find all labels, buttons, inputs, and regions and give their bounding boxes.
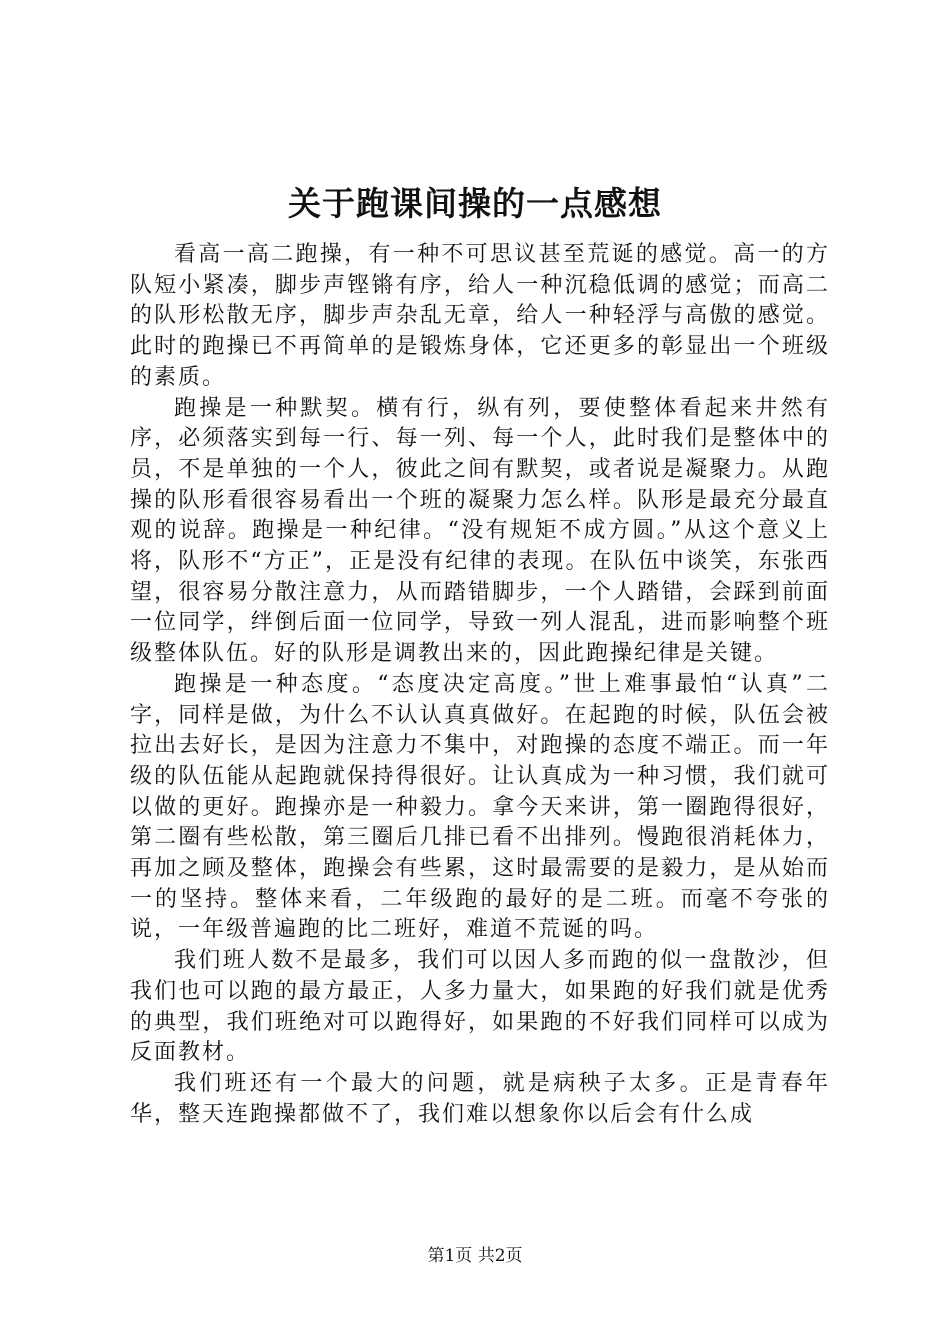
paragraph-5: 我们班还有一个最大的问题，就是病秧子太多。正是青春年华，整天连跑操都做不了，我们难以想象你以后会有什么成 xyxy=(130,1070,830,1127)
paragraph-2: 跑操是一种默契。横有行，纵有列，要使整体看起来井然有序，必须落实到每一行、每一列、每一个人，此时我们是整体中的员，不是单独的一个人，彼此之间有默契，或者说是凝聚力。从跑操的队形看很容易看出一个班的凝聚力怎么样。队形是最充分最直观的说辞。跑操是一种纪律。“没有规矩不成方圆。”从这个意义上将，队形不“方正”，正是没有纪律的表现。在队伍中谈笑，东张西望，很容易分散注意力，从而踏错脚步，一个人踏错，会踩到前面一位同学，绊倒后面一位同学，导致一列人混乱，进而影响整个班级整体队伍。好的队形是调教出来的，因此跑操纪律是关键。 xyxy=(130,395,830,667)
page-indicator: 第1页 共2页 xyxy=(427,1246,523,1266)
document-body xyxy=(130,240,830,1130)
paragraph-3: 跑操是一种态度。“态度决定高度。”世上难事最怕“认真”二字，同样是做，为什么不认认真真做好。在起跑的时候，队伍会被拉出去好长，是因为注意力不集中，对跑操的态度不端正。而一年级的队伍能从起跑就保持得很好。让认真成为一种习惯，我们就可以做的更好。跑操亦是一种毅力。拿今天来讲，第一圈跑得很好，第二圈有些松散，第三圈后几排已看不出排列。慢跑很消耗体力，再加之顾及整体，跑操会有些累，这时最需要的是毅力，是从始而一的坚持。整体来看，二年级跑的最好的是二班。而毫不夸张的说，一年级普遍跑的比二班好，难道不荒诞的吗。 xyxy=(130,671,830,943)
document-title: 关于跑课间操的一点感想 xyxy=(288,184,662,223)
paragraph-1: 看高一高二跑操，有一种不可思议甚至荒诞的感觉。高一的方队短小紧凑，脚步声铿锵有序，给人一种沉稳低调的感觉；而高二的队形松散无序，脚步声杂乱无章，给人一种轻浮与高傲的感觉。此时的跑操已不再简单的是锻炼身体，它还更多的彰显出一个班级的素质。 xyxy=(130,242,830,390)
paragraph-4: 我们班人数不是最多，我们可以因人多而跑的似一盘散沙，但我们也可以跑的最方最正，人多力量大，如果跑的好我们就是优秀的典型，我们班绝对可以跑得好，如果跑的不好我们同样可以成为反面教材。 xyxy=(130,948,830,1066)
